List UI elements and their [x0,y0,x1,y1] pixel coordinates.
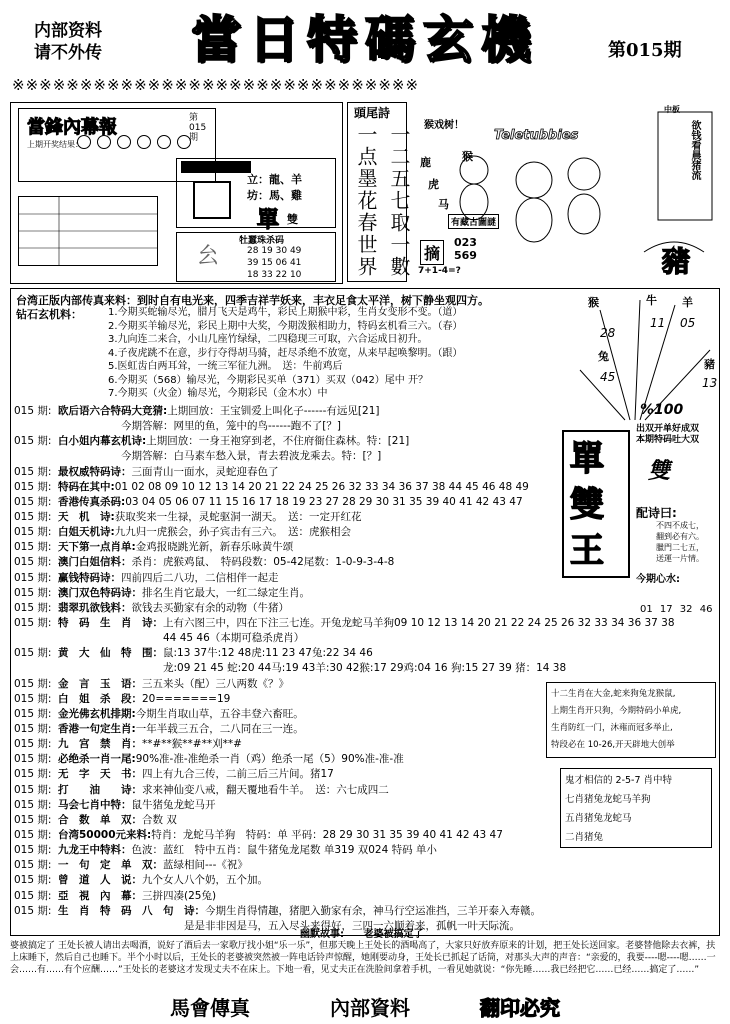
prediction-row [14,889,216,904]
prediction-row [14,692,230,707]
row-issue: 015 期: [14,511,52,523]
row-label: 特码在其中: [58,480,115,493]
prediction-row [14,707,304,722]
kill-number-panel [176,232,336,282]
ghost-pick-line: 二肖猪兔 [565,832,604,843]
row-label: 白小姐内幕玄机诗: [58,435,147,448]
row-label: 欧后语六合特码大竞猜: [58,405,168,417]
box-char: 單 [570,439,604,479]
row-text: 欲钱去买勤家有余的动物（牛猪） [131,601,289,614]
row-label: 天下第一点肖单: [58,541,136,554]
poem-title: 頭尾詩 [354,106,391,120]
row-text: 今期答解：网里的鱼，笼中的鸟------跑不了[？] [58,420,341,433]
row-text: 44 45 46（本期可稳杀虎肖） [58,632,305,645]
prediction-row [14,783,389,798]
footer-left: 馬會傳真 [170,996,250,1020]
footer-middle: 內部資料 [330,996,410,1020]
row-text: 今期生肖得情趣，猪肥入勤家有余，神马行空运准挡，三羊开泰入寿赣。 [205,904,541,917]
shuang-cursive: 雙 [648,459,671,484]
row-label: 白 姐 杀 段： [58,692,142,705]
zodiac-num: 28 [600,326,616,340]
zodiac-num: 11 [650,316,666,330]
prediction-row [14,601,289,616]
row-label: 九龙王中特料： [58,844,132,857]
cartoon-formula: 7+1-4=? [418,266,461,276]
prediction-row [14,752,404,767]
row-text: 一年半载三五合，二八同在三一连。 [135,723,304,735]
row-text: 三拼四凑(25兔) [142,889,217,902]
result-line: 上期开奖结果： [27,140,83,149]
row-text: 龙:09 21 45 蛇:20 44马:19 43羊:30 42猴:17 29鸡:04 16 狗:15 27 39 猪：14 38 [58,662,567,675]
row-issue: 015 期: [14,556,52,569]
row-issue: 015 期: [14,783,52,796]
row-label: 生 肖 特 码 八 句 诗： [58,904,205,917]
row-issue: 015 期: [14,753,52,766]
row-text: 色波：蓝红 特中五肖：鼠牛猪兔龙尾数 单319 双024 特码 单小 [131,844,437,857]
peishi-line: 翻到必有六。 [656,532,704,541]
right-vertical-text: 欲钱看晨猪流 [689,120,700,180]
row-label: 九 宫 禁 肖： [58,738,142,751]
row-issue: 015 期: [14,677,52,690]
dan-label: 單 [257,208,280,233]
row-issue: 015 期: [14,798,52,811]
row-label: 最权威特码诗： [58,465,132,478]
prediction-row [14,540,293,555]
row-text: 今期生肖取山草，五谷丰登六畜旺。 [135,707,304,720]
story-subtitle: 老婆被搞定了 [363,929,424,940]
prediction-row [14,904,541,919]
zodiac-pair: 立：龍、羊 [247,173,302,186]
zodiac-fan-panel [560,290,720,430]
result-balls [77,135,197,149]
story-text: 婆被搞定了 王处长被人请出去喝酒，说好了酒后去一家歌厅找小姐“乐一乐”，但那天晚上王处长的酒喝高了，大家只好放弃原来的计划，把王处长送回家。老婆替他除去衣裤，扶上床睡下，然后自己也睡下。半个小时以后，王处长的老婆被突然被一阵电话铃声惊醒，她刚要动身，王处长已抓起了话筒，对那头大声的声音：“亲爱的，我要----嗯----嗯……一会……有……有个应酬……”王处长的老婆这才发现丈夫不在床上。下地一看，见丈夫正在洗脸间拿着手机，一看见她就说：“你先睡……我已经把它……已经……搞定了……” [10,941,716,975]
deco-char: 鹿 [420,156,431,169]
poem-col-left: 一点墨花春世界 [354,124,378,278]
row-issue: 015 期: [14,571,52,584]
row-issue: 015 期: [14,647,52,660]
prediction-row [14,828,503,843]
today-heart-nums: 01 17 32 46 [640,604,713,615]
banner-title: 當鋒內幕報 [27,117,117,138]
row-text: 四前四后二八功，二信相伴一起走 [121,571,279,584]
diamond-item: 5.医虹齿白两耳耸，一统三军征九洲。 送：牛前鸡后 [108,361,343,372]
row-text: 鼠牛猪兔龙蛇马开 [131,798,216,811]
prediction-row [14,495,523,510]
dan-small: 雙 [287,213,298,226]
row-text: **#**猴**#**刈**# [142,738,242,751]
peishi-lines [656,520,704,564]
row-label: 亞 視 內 幕： [58,889,142,902]
prediction-row [14,919,520,934]
row-text: 上期回放：一身王袍穿到老，不住府衙住森林。特：[21] [146,435,410,448]
row-issue: 015 期: [14,405,52,417]
header-left-line2: 请不外传 [34,43,102,63]
prediction-row [14,646,373,661]
row-label: 香港一句定生肖: [58,723,136,735]
row-label: 赢钱特码诗： [58,571,121,584]
zodiac-note-box [546,682,716,758]
ghost-pick-line: 五肖猪兔龙蛇马 [565,813,632,824]
main-header-line: 台湾正版内部传真来料：到时自有电光来，四季吉祥芋妖来，丰衣足食太平洋，树下静坐观四方。 [16,294,489,307]
zodiac-info-bar [181,161,251,173]
prediction-row [14,434,409,449]
row-issue: 015 期: [14,601,52,614]
zodiac-num: 45 [600,370,616,384]
prediction-row [14,722,304,737]
dan-shuang-notes [636,424,699,446]
row-text: 03 04 05 06 07 11 15 16 17 18 19 23 27 28 29 30 31 35 39 40 41 42 43 47 [125,495,523,508]
cartoon-panel [414,102,720,286]
row-label: 合 数 单 双： [58,813,142,826]
row-text: 上期回放：王宝钏爱上叫化子------有远见[21] [167,405,380,417]
zodiac-note-line: 十二生肖在大金,蛇来狗兔龙猴鼠, [551,689,676,699]
row-label: 一 句 定 单 双： [58,859,163,872]
zodiac-pair-2: 坊：馬、雞 [247,189,302,202]
row-issue: 015 期: [14,435,52,448]
diamond-item: 1.今期买蛇输尽光，腊月飞天是鸡牛，彩民上期猴中彩，生肖女变形不变。（道） [108,307,463,318]
prediction-row [14,737,242,752]
row-issue: 015 期: [14,829,52,841]
row-label: 无 字 天 书： [58,768,142,781]
zodiac-note-line: 特段必在 10-26,开天辟地大创举 [551,740,675,750]
zodiac-num: 13 [702,376,718,390]
header-left [34,20,102,64]
header-left-line1: 内部资料 [34,21,102,41]
row-text: 求来神仙变八戒，翻天覆地看牛羊。 送：六七成四二 [142,783,389,796]
row-label: 马会七肖中特： [58,798,132,811]
row-issue: 015 期: [14,813,52,826]
row-label: 打 油 诗： [58,783,142,796]
zodiac-label: 羊 [682,296,693,309]
prediction-row [14,813,177,828]
row-label: 翡翠玑欲钱料： [58,601,132,614]
poem-columns [352,124,411,279]
grid-lines [19,197,157,265]
row-issue: 015 期: [14,874,52,887]
diamond-item: 7.今期买（火金）输尽光，今期彩民（金木水）中 [108,388,328,399]
row-issue: 015 期: [14,768,52,781]
prediction-row [14,510,361,525]
ghost-pick-box [560,768,712,848]
peishi-line: 送運一片情。 [656,554,704,563]
row-issue: 015 期: [14,889,52,902]
row-issue: 015 期: [14,723,52,735]
row-issue: 015 期: [14,526,52,539]
row-issue: 015 期: [14,586,52,599]
zodiac-label: 豬 [704,358,715,371]
prediction-row [14,571,279,586]
row-label: 台湾50000元来料: [58,829,152,841]
prediction-row [14,555,394,570]
prediction-row [14,616,675,631]
row-text: 九九归一虎猴会，孙子宾击有三六。 送：虎猴相会 [114,526,351,539]
zodiac-label: 兔 [598,350,609,363]
prediction-row [14,767,334,782]
ghost-pick-line: 鬼才相信的 2-5-7 肖中特 [565,775,673,786]
info-grid-panel [18,196,158,266]
diamond-item: 3.九向连二来合，小山几座竹绿绿，二四稳现三可取，六合运成日初升。 [108,334,428,345]
zhi-char: 摘 [420,240,444,265]
footer-right: 翻印必究 [480,996,560,1020]
deco-char: 虎 [428,178,439,191]
row-text: 是是非非因是马，五入尽头来得好，三四一六顺着来，孤帆一叶天际流。 [58,919,520,932]
star-divider-top: ※※※※※※※※※※※※※※※※※※※※※※※※※※※※※※ [12,76,420,94]
row-text: 特肖：龙蛇马羊狗 特码：单 平码：28 29 30 31 35 39 40 41 42 43 47 [151,829,503,841]
deco-char: 马 [438,198,449,211]
page-title: 當日特碼玄機 [191,10,539,69]
peishi-line: 不四不成七， [656,521,704,530]
row-label: 必绝杀一肖一尾: [58,753,136,766]
prediction-row [14,480,529,495]
row-label: 黄 大 仙 特 围： [58,647,163,660]
frame-icon [193,181,231,219]
cartoon-nums: 023 569 [454,236,477,262]
peishi-title: 配诗曰: [636,506,677,520]
row-text: 金鸡报晓跳光新，新春乐咏黄牛颂 [135,541,294,554]
row-text: 三五来头（配）三八两数《？》 [142,677,289,690]
row-issue: 015 期: [14,541,52,554]
kill-numbers [247,245,301,281]
cartoon-caption: 有藏古圖謎 [448,214,499,229]
prediction-row [14,798,216,813]
prediction-row [14,586,310,601]
row-text: 20=======19 [142,692,231,705]
diamond-item: 6.今期买（568）输尽光，今期彩民买单（371）买双（042）尾中 开？ [108,374,428,386]
issue-number: 第015期 [608,40,682,61]
row-issue: 015 期: [14,692,52,705]
zodiac-num: 05 [680,316,696,330]
row-issue: 015 期: [14,859,52,872]
row-label: 特 码 生 肖 诗： [58,617,163,629]
kill-row: 39 15 06 41 [247,258,302,268]
row-issue: 015 期: [14,904,52,917]
pig-char: 豬 [662,245,691,278]
diamond-item: 2.今期买羊输尽光，彩民上期中大奖，今期泼猴相助力，特码玄机看三六。（春） [108,320,463,332]
row-issue: 015 期: [14,480,52,493]
note-line: 出双开单好成双 [636,424,700,434]
banner-issue: 第015期 [189,113,207,143]
zodiac-note-line: 生肖防红一门，沐雍而冠多举止, [551,723,673,733]
row-issue: 015 期: [14,844,52,857]
prediction-row [14,858,248,873]
row-label: 金光佛玄机排期: [58,707,136,720]
zodiac-info-panel [176,158,336,233]
row-text: 九个女人八个奶，五个加。 [142,874,268,887]
story-title-row [300,925,423,940]
percent-label: %100 [640,402,684,418]
row-issue: 015 期: [14,738,52,751]
cursive-mark-icon: 㕕 [197,244,220,269]
prediction-row [14,525,351,540]
diamond-list [108,306,568,401]
row-issue: 015 期: [14,465,52,478]
kill-card-title: 牡蠶珠杀码 [239,236,285,246]
cartoon-label-top: 猴戏树！ [424,120,464,131]
box-char: 雙 [570,485,604,525]
row-label: 金 言 玉 语： [58,677,142,690]
row-text: 01 02 08 09 10 12 13 14 20 21 22 24 25 26 32 33 34 36 37 38 44 45 46 48 49 [114,480,529,493]
row-label: 澳门双色特码诗： [58,586,142,599]
row-text: 今期答解：白马素车愁入景，青去碧波龙乘去。特：[？] [58,450,382,463]
row-text: 鼠:13 37牛:12 48虎:11 23 47兔:22 34 46 [163,647,373,660]
zodiac-label: 牛 [646,294,657,307]
row-text: 排名生肖它最大，一红二绿定生肖。 [142,586,310,599]
row-text: 蓝绿相间---《祝》 [163,859,248,872]
row-text: 三面青山一面水，灵蛇迎春色了 [131,465,279,478]
zodiac-note-line: 上期生肖开只狗，今期特码小单虎, [551,706,682,716]
diamond-item: 4.子夜虎跳不在意，步行夺得胡马骑，赶尽杀绝不放宽，从来早起唤黎明。（跟） [108,347,463,359]
ghost-pick-line: 七肖猪兔龙蛇马羊狗 [565,794,651,805]
row-text: 四上有九合三传，二前三后三片间。猪17 [142,768,334,781]
note-line: 本期特码吐大双 [636,435,700,445]
deco-char: 猴 [462,150,473,163]
prediction-row [14,631,304,646]
kill-row: 28 19 30 49 [247,246,302,256]
row-issue: 015 期: [14,617,52,629]
prediction-row [14,465,279,480]
row-label: 天 机 诗: [58,511,115,523]
story-title: 幽默故事: [300,929,344,940]
diamond-title: 钻石玄机料： [16,308,82,321]
row-text: 杀肖：虎猴鸡鼠、 特码段数：05-42尾数：1-0-9-3-4-8 [131,556,395,569]
prediction-row [14,677,289,692]
row-issue: 015 期: [14,495,52,508]
dan-shuang-wang-box [562,430,630,578]
row-issue: 015 期: [14,707,52,720]
prediction-row [14,873,268,888]
peishi-line: 臘門二七五， [656,543,704,552]
row-label: 澳门白姐信料： [58,556,132,569]
row-label: 曾 道 人 说： [58,874,142,887]
zodiac-label: 猴 [588,296,599,309]
poem-col-right: 一二五七取一數 [387,124,411,278]
right-label-top: 中板 [664,105,680,114]
prediction-row [14,419,341,434]
row-text: 合数 双 [142,813,177,826]
prediction-row [14,404,380,419]
box-char: 王 [570,531,604,571]
row-text: 90%准-准-准绝杀一肖（鸡）绝杀一尾（5）90%准-准-准 [135,753,404,766]
prediction-row [14,661,567,676]
teletubbies-logo: Teletubbies [494,128,579,143]
prediction-row [14,843,437,858]
row-label: 白姐天机诗: [58,526,115,539]
prediction-row [14,449,381,464]
row-text: 获取奖来一生禄，灵蛇驱洞一湖天。 送：一定开红花 [114,511,362,523]
kill-row: 18 33 22 10 [247,270,302,280]
today-heart-label: 今期心水: [636,574,680,585]
row-label: 香港传真杀码: [58,495,126,508]
row-text: 上有六图三中，四在下注三七连。开兔龙蛇马羊狗09 10 12 13 14 20 21 22 24 25 26 32 33 34 36 37 38 [163,617,675,629]
